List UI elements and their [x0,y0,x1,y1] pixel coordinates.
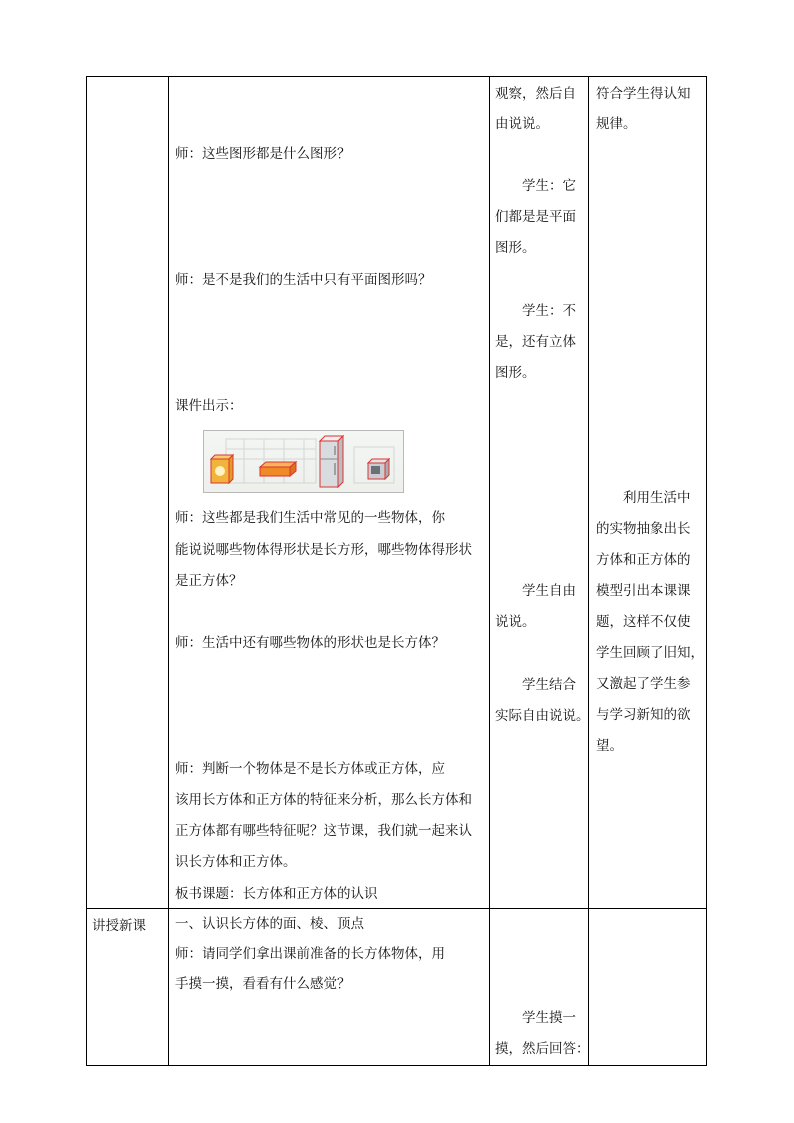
design-intent-2-line6: 学生回顾了旧知， [596,645,704,661]
design-intent-1-line2: 规律。 [596,116,637,132]
teacher-explanation-line3: 正方体都有哪些特征呢？这节课，我们就一起来认 [175,823,472,839]
design-intent-2-line9: 望。 [596,738,623,754]
table-left-border [86,76,87,1066]
cube-object [368,459,389,479]
table-right-border [706,76,707,1066]
teacher-explanation-line2: 该用长方体和正方体的特征来分析，那么长方体和 [175,792,472,808]
teacher-explanation-line4: 识长方体和正方体。 [175,854,297,870]
student-response-1-line1: 观察，然后自 [495,86,576,102]
section-label: 讲授新课 [92,918,146,934]
section-heading: 一、认识长方体的面、棱、顶点 [175,916,364,932]
student-response-6-line1: 学生摸一 [522,1010,576,1026]
teacher-question-2: 师：是不是我们的生活中只有平面图形吗？ [175,272,432,288]
teacher-question-1: 师：这些图形都是什么图形？ [175,146,351,162]
column-divider-2 [489,76,490,1066]
refrigerator-object [320,436,343,487]
teacher-explanation-line1: 师：判断一个物体是不是长方体或正方体，应 [175,761,445,777]
teacher-question-3-line2: 能说说哪些物体得形状是长方形，哪些物体得形状 [175,542,472,558]
student-response-2-line1: 学生：它 [522,178,576,194]
teacher-question-4: 师：生活中还有哪些物体的形状也是长方体？ [175,635,445,651]
student-response-3-line2: 是，还有立体 [495,334,576,350]
board-title: 板书课题：长方体和正方体的认识 [175,886,378,902]
long-box-object [260,462,296,476]
student-response-3-line1: 学生：不 [522,303,576,319]
student-response-4-line2: 说说。 [495,614,536,630]
design-intent-2-line1: 利用生活中 [623,490,691,506]
design-intent-1-line1: 符合学生得认知 [596,86,691,102]
teacher-instruction-line2: 手摸一摸，看看有什么感觉？ [175,976,351,992]
design-intent-2-line3: 方体和正方体的 [596,552,691,568]
student-response-6-line2: 摸，然后回答： [495,1041,590,1057]
design-intent-2-line4: 模型引出本课课 [596,583,691,599]
lesson-plan-table [86,76,707,1066]
teacher-instruction-line1: 师：请同学们拿出课前准备的长方体物体，用 [175,946,445,962]
courseware-label: 课件出示： [175,398,243,414]
table-bottom-border [86,1065,707,1066]
student-response-4-line1: 学生自由 [522,583,576,599]
table-top-border [86,76,707,77]
student-response-5-line1: 学生结合 [522,677,576,693]
design-intent-2-line2: 的实物抽象出长 [596,521,691,537]
table-row-divider [86,908,707,909]
design-intent-2-line7: 又激起了学生参 [596,676,691,692]
teacher-question-3-line1: 师：这些都是我们生活中常见的一些物体，你 [175,510,445,526]
student-response-2-line2: 们都是是平面 [495,209,576,225]
juice-box-object [211,455,233,483]
column-divider-3 [588,76,589,1066]
teacher-question-3-line3: 是正方体？ [175,573,243,589]
design-intent-2-line8: 与学习新知的欲 [596,707,691,723]
student-response-2-line3: 图形。 [495,240,536,256]
student-response-1-line2: 由说说。 [495,116,549,132]
student-response-3-line3: 图形。 [495,365,536,381]
design-intent-2-line5: 题，这样不仅使 [596,614,691,630]
courseware-objects-image [203,430,404,493]
column-divider-1 [168,76,169,1066]
student-response-5-line2: 实际自由说说。 [495,708,590,724]
everyday-objects-illustration [204,431,403,492]
